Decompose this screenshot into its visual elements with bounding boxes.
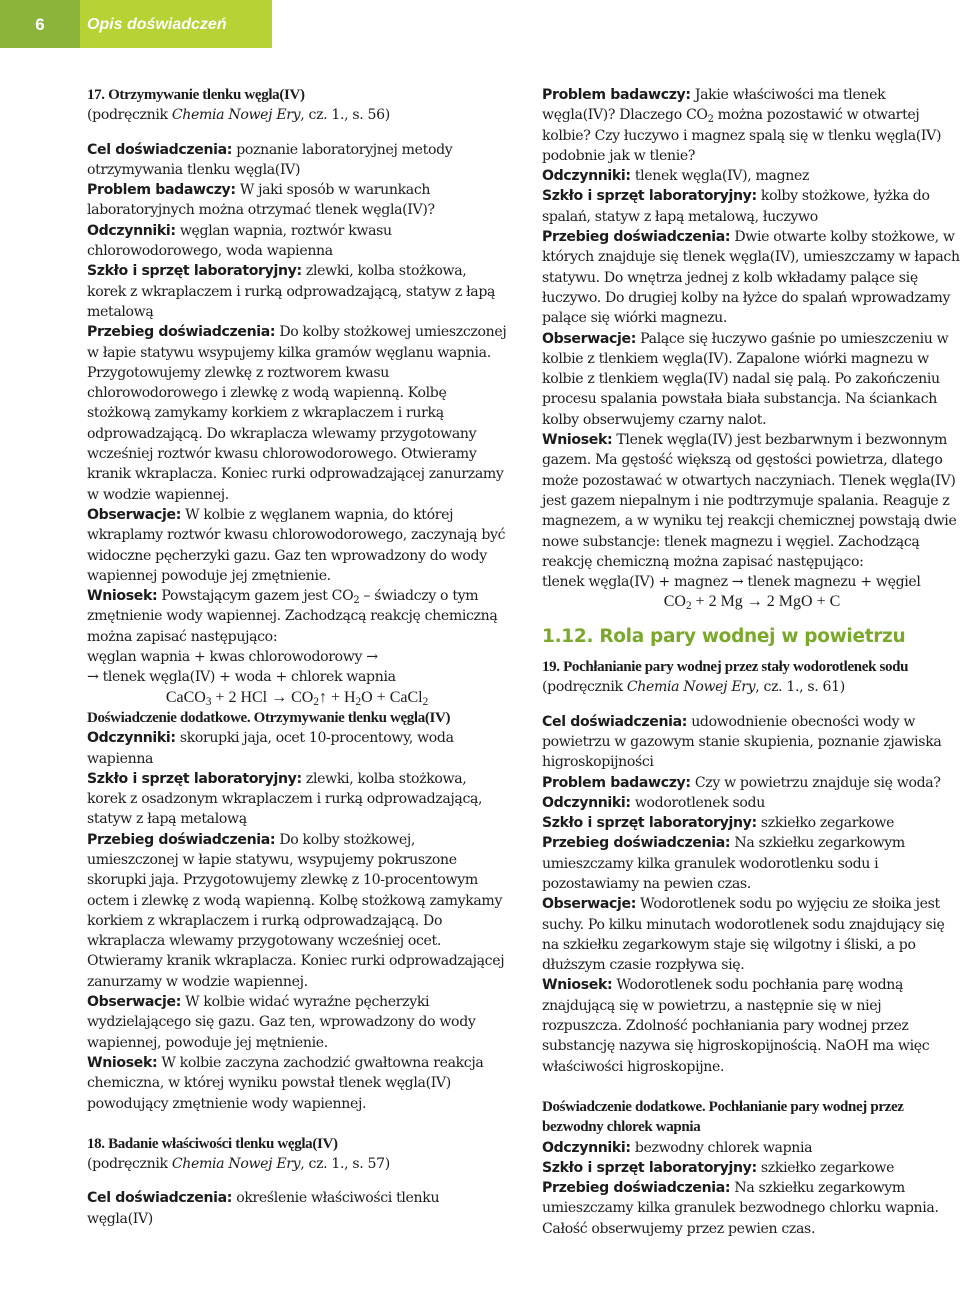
experiment-19-goal: Cel doświadczenia: udowodnienie obecności wody w powietrzu w gazowym stanie skupienia, poznanie zjawiska higroskopijności — [542, 713, 942, 771]
chemical-equation-1: CaCO$_3$ + 2 HCl → $CO_2↑ + H_2O$ + CaCl$_2$ — [165, 688, 429, 708]
experiment-18-conclusion: Wniosek: Tlenek węgla(IV) jest bezbarwnym i bezwonnym gazem. Ma gęstość większą od gęstości powietrza, dlatego może pozostawać w otwartych naczyniach. Tlenek węgla(IV) jest gazem niepalnym i nie podtrzymuje spalania. Reaguje z magnezem, a w wyniku tej reakcji chemicznej powstają dwie nowe substancje: tlenek magnezu i węgiel. Zachodzącą reakcję chemiczną można zapisać następująco: — [542, 432, 957, 570]
experiment-19-problem: Problem badawczy: Czy w powietrzu znajduje się woda? — [542, 774, 941, 791]
extra-experiment-2-equipment: Szkło i sprzęt laboratoryjny: szkiełko zegarkowe — [542, 1159, 895, 1176]
experiment-18-reagents: Odczynniki: tlenek węgla(IV), magnez — [542, 168, 810, 185]
extra-experiment-1-procedure: Przebieg doświadczenia: Do kolby stożkowej, umieszczonej w łapie statywu, wsypujemy pokruszone skorupki jaja. Przygotowujemy zlewkę z 10-procentowym octem i zlewkę z wodą wapienną. Kolbę stożkową zamykamy korkiem z wkraplaczem i rurką odprowadzającą. Do wkraplacza wlewamy przygotowany wcześniej ocet. Otwieramy kranik wkraplacza. Koniec rurki odprowadzającej zanurzamy w wodzie wapiennej. — [87, 831, 505, 990]
section-heading: 1.12. Rola pary wodnej w powietrzu — [542, 625, 906, 647]
experiment-17-reagents: Odczynniki: węglan wapnia, roztwór kwasu chlorowodorowego, woda wapienna — [87, 222, 392, 260]
experiment-17-equipment: Szkło i sprzęt laboratoryjny: zlewki, kolba stożkowa, korek z wkraplaczem i rurką odprowadzającą, statyw z łapą metalową — [87, 263, 496, 320]
experiment-17-title: 17. Otrzymywanie tlenku węgla(IV) — [87, 87, 305, 103]
experiment-19-conclusion: Wniosek: Wodorotlenek sodu pochłania parę wodną znajdującą się w powietrzu, a następnie się w niej rozpuszcza. Zdolność pochłaniania pary wodnej przez substancję nazywa się higroskopijnością. NaOH ma więc właściwości higroskopijne. — [542, 977, 930, 1075]
experiment-17-conclusion: Wniosek: Powstającym gazem jest $CO_2$ – świadczy o tym zmętnienie wody wapiennej. Zachodzącą reakcję chemiczną można zapisać następująco: — [87, 588, 498, 645]
word-equation-line-2: → tlenek węgla(IV) + woda + chlorek wapnia — [87, 669, 396, 686]
extra-experiment-1-title: Doświadczenie dodatkowe. Otrzymywanie tlenku węgla(IV) — [87, 709, 451, 726]
experiment-19-procedure: Przebieg doświadczenia: Na szkiełku zegarkowym umieszczamy kilka granulek wodorotlenku sodu i pozostawiamy na pewien czas. — [542, 835, 905, 892]
experiment-18-procedure: Przebieg doświadczenia: Dwie otwarte kolby stożkowe, w których znajduje się tlenek węgla(IV), umieszczamy w łapach statywu. Do wnętrza jednej z kolb wkładamy palące się łuczywo. Do drugiej kolby na łyżce do spalań wprowadzamy palące się wiórki magnezu. — [542, 229, 960, 327]
experiment-17-problem: Problem badawczy: W jaki sposób w warunkach laboratoryjnych można otrzymać tlenek węgla(IV)? — [87, 182, 435, 219]
extra-experiment-1-equipment: Szkło i sprzęt laboratoryjny: zlewki, kolba stożkowa, korek z osadzonym wkraplaczem i rurką odprowadzającą, statyw z łapą metalową — [87, 770, 483, 828]
right-column — [542, 85, 960, 1239]
extra-experiment-1-conclusion: Wniosek: W kolbie zaczyna zachodzić gwałtowna reakcja chemiczna, w której wyniku powstał tlenek węgla(IV) powodujący zmętnienie wody wapiennej. — [87, 1054, 484, 1112]
experiment-17-goal: Cel doświadczenia: poznanie laboratoryjnej metody otrzymywania tlenku węgla(IV) — [87, 141, 453, 178]
experiment-17-procedure: Przebieg doświadczenia: Do kolby stożkowej umieszczonej w łapie statywu wsypujemy kilka gramów węglanu wapnia. Przygotowujemy zlewkę z roztworem kwasu chlorowodorowego i zlewkę z wodą wapienną. Kolbę stożkową zamykamy korkiem z wkraplaczem i rurką odprowadzającą. Do wkraplacza wlewamy przygotowany wcześniej roztwór kwasu chlorowodorowego. Otwieramy kranik wkraplacza. Koniec rurki odprowadzającej zanurzamy w wodzie wapiennej. — [87, 324, 507, 503]
experiment-19-equipment: Szkło i sprzęt laboratoryjny: szkiełko zegarkowe — [542, 815, 895, 832]
page-number: 6 — [0, 0, 80, 48]
extra-experiment-2-reagents: Odczynniki: bezwodny chlorek wapnia — [542, 1139, 813, 1156]
experiment-18-title: 18. Badanie właściwości tlenku węgla(IV) — [87, 1135, 338, 1152]
section-title: Opis doświadczeń — [87, 16, 227, 33]
extra-experiment-1-observations: Obserwacje: W kolbie widać wyraźne pęcherzyki wydzielającego się gazu. Gaz ten, wprowadzony do wody wapiennej, powoduje jej mętnienie. — [87, 994, 476, 1051]
experiment-19-title: 19. Pochłanianie pary wodnej przez stały wodorotlenek sodu — [542, 659, 909, 676]
experiment-18-source: (podręcznik Chemia Nowej Ery, cz. 1., s. 57) — [87, 1156, 390, 1173]
experiment-18-equipment: Szkło i sprzęt laboratoryjny: kolby stożkowe, łyżka do spalań, statyw z łapą metalową, łuczywo — [542, 188, 930, 225]
experiment-17-source: (podręcznik Chemia Nowej Ery, cz. 1., s. 56) — [87, 107, 390, 124]
word-equation-line-1: węglan wapnia + kwas chlorowodorowy → — [87, 649, 378, 666]
page-header — [0, 0, 960, 48]
extra-experiment-2-title: Doświadczenie dodatkowe. Pochłanianie pary wodnej przez bezwodny chlorek wapnia — [542, 1098, 904, 1136]
extra-experiment-1-reagents: Odczynniki: skorupki jaja, ocet 10-procentowy, woda wapienna — [87, 730, 454, 767]
left-column — [87, 85, 507, 1229]
experiment-18-observations: Obserwacje: Palące się łuczywo gaśnie po umieszczeniu w kolbie z tlenkiem węgla(IV). Zapalone wiórki magnezu w kolbie z tlenkiem węgla(IV) nadal się palą. Po zakończeniu procesu spalania powstała biała substancja. Na ściankach kolby obserwujemy czarny nalot. — [542, 330, 949, 428]
chemical-equation-2: $CO_2 + 2$ Mg → 2 MgO + C — [663, 593, 841, 613]
experiment-19-source: (podręcznik Chemia Nowej Ery, cz. 1., s. 61) — [542, 679, 845, 696]
experiment-18-goal: Cel doświadczenia: określenie właściwości tlenku węgla(IV) — [87, 1190, 440, 1227]
extra-experiment-2-procedure: Przebieg doświadczenia: Na szkiełku zegarkowym umieszczamy kilka granulek bezwodnego chlorku wapnia. Całość obserwujemy przez pewien czas. — [542, 1180, 939, 1237]
experiment-18-problem: Problem badawczy: Jakie właściwości ma tlenek węgla(IV)? Dlaczego $CO_2$ można pozostawić w otwartej kolbie? Czy łuczywo i magnez spalą się w tlenku węgla(IV) podobnie jak w tlenie? — [542, 87, 942, 164]
experiment-19-reagents: Odczynniki: wodorotlenek sodu — [542, 794, 765, 811]
word-equation-2: tlenek węgla(IV) + magnez → tlenek magnezu + węgiel — [542, 574, 921, 591]
experiment-17-observations: Obserwacje: W kolbie z węglanem wapnia, do której wkraplamy roztwór kwasu chlorowodorowego, zaczynają być widoczne pęcherzyki gazu. Gaz ten wprowadzony do wody wapiennej powoduje jej zmętnienie. — [87, 506, 506, 584]
experiment-19-observations: Obserwacje: Wodorotlenek sodu po wyjęciu ze słoika jest suchy. Po kilku minutach wodorotlenek sodu znajdujący się na szkiełku zegarkowym staje się wilgotny i śliski, a po dłuższym czasie rozpływa się. — [542, 896, 945, 974]
